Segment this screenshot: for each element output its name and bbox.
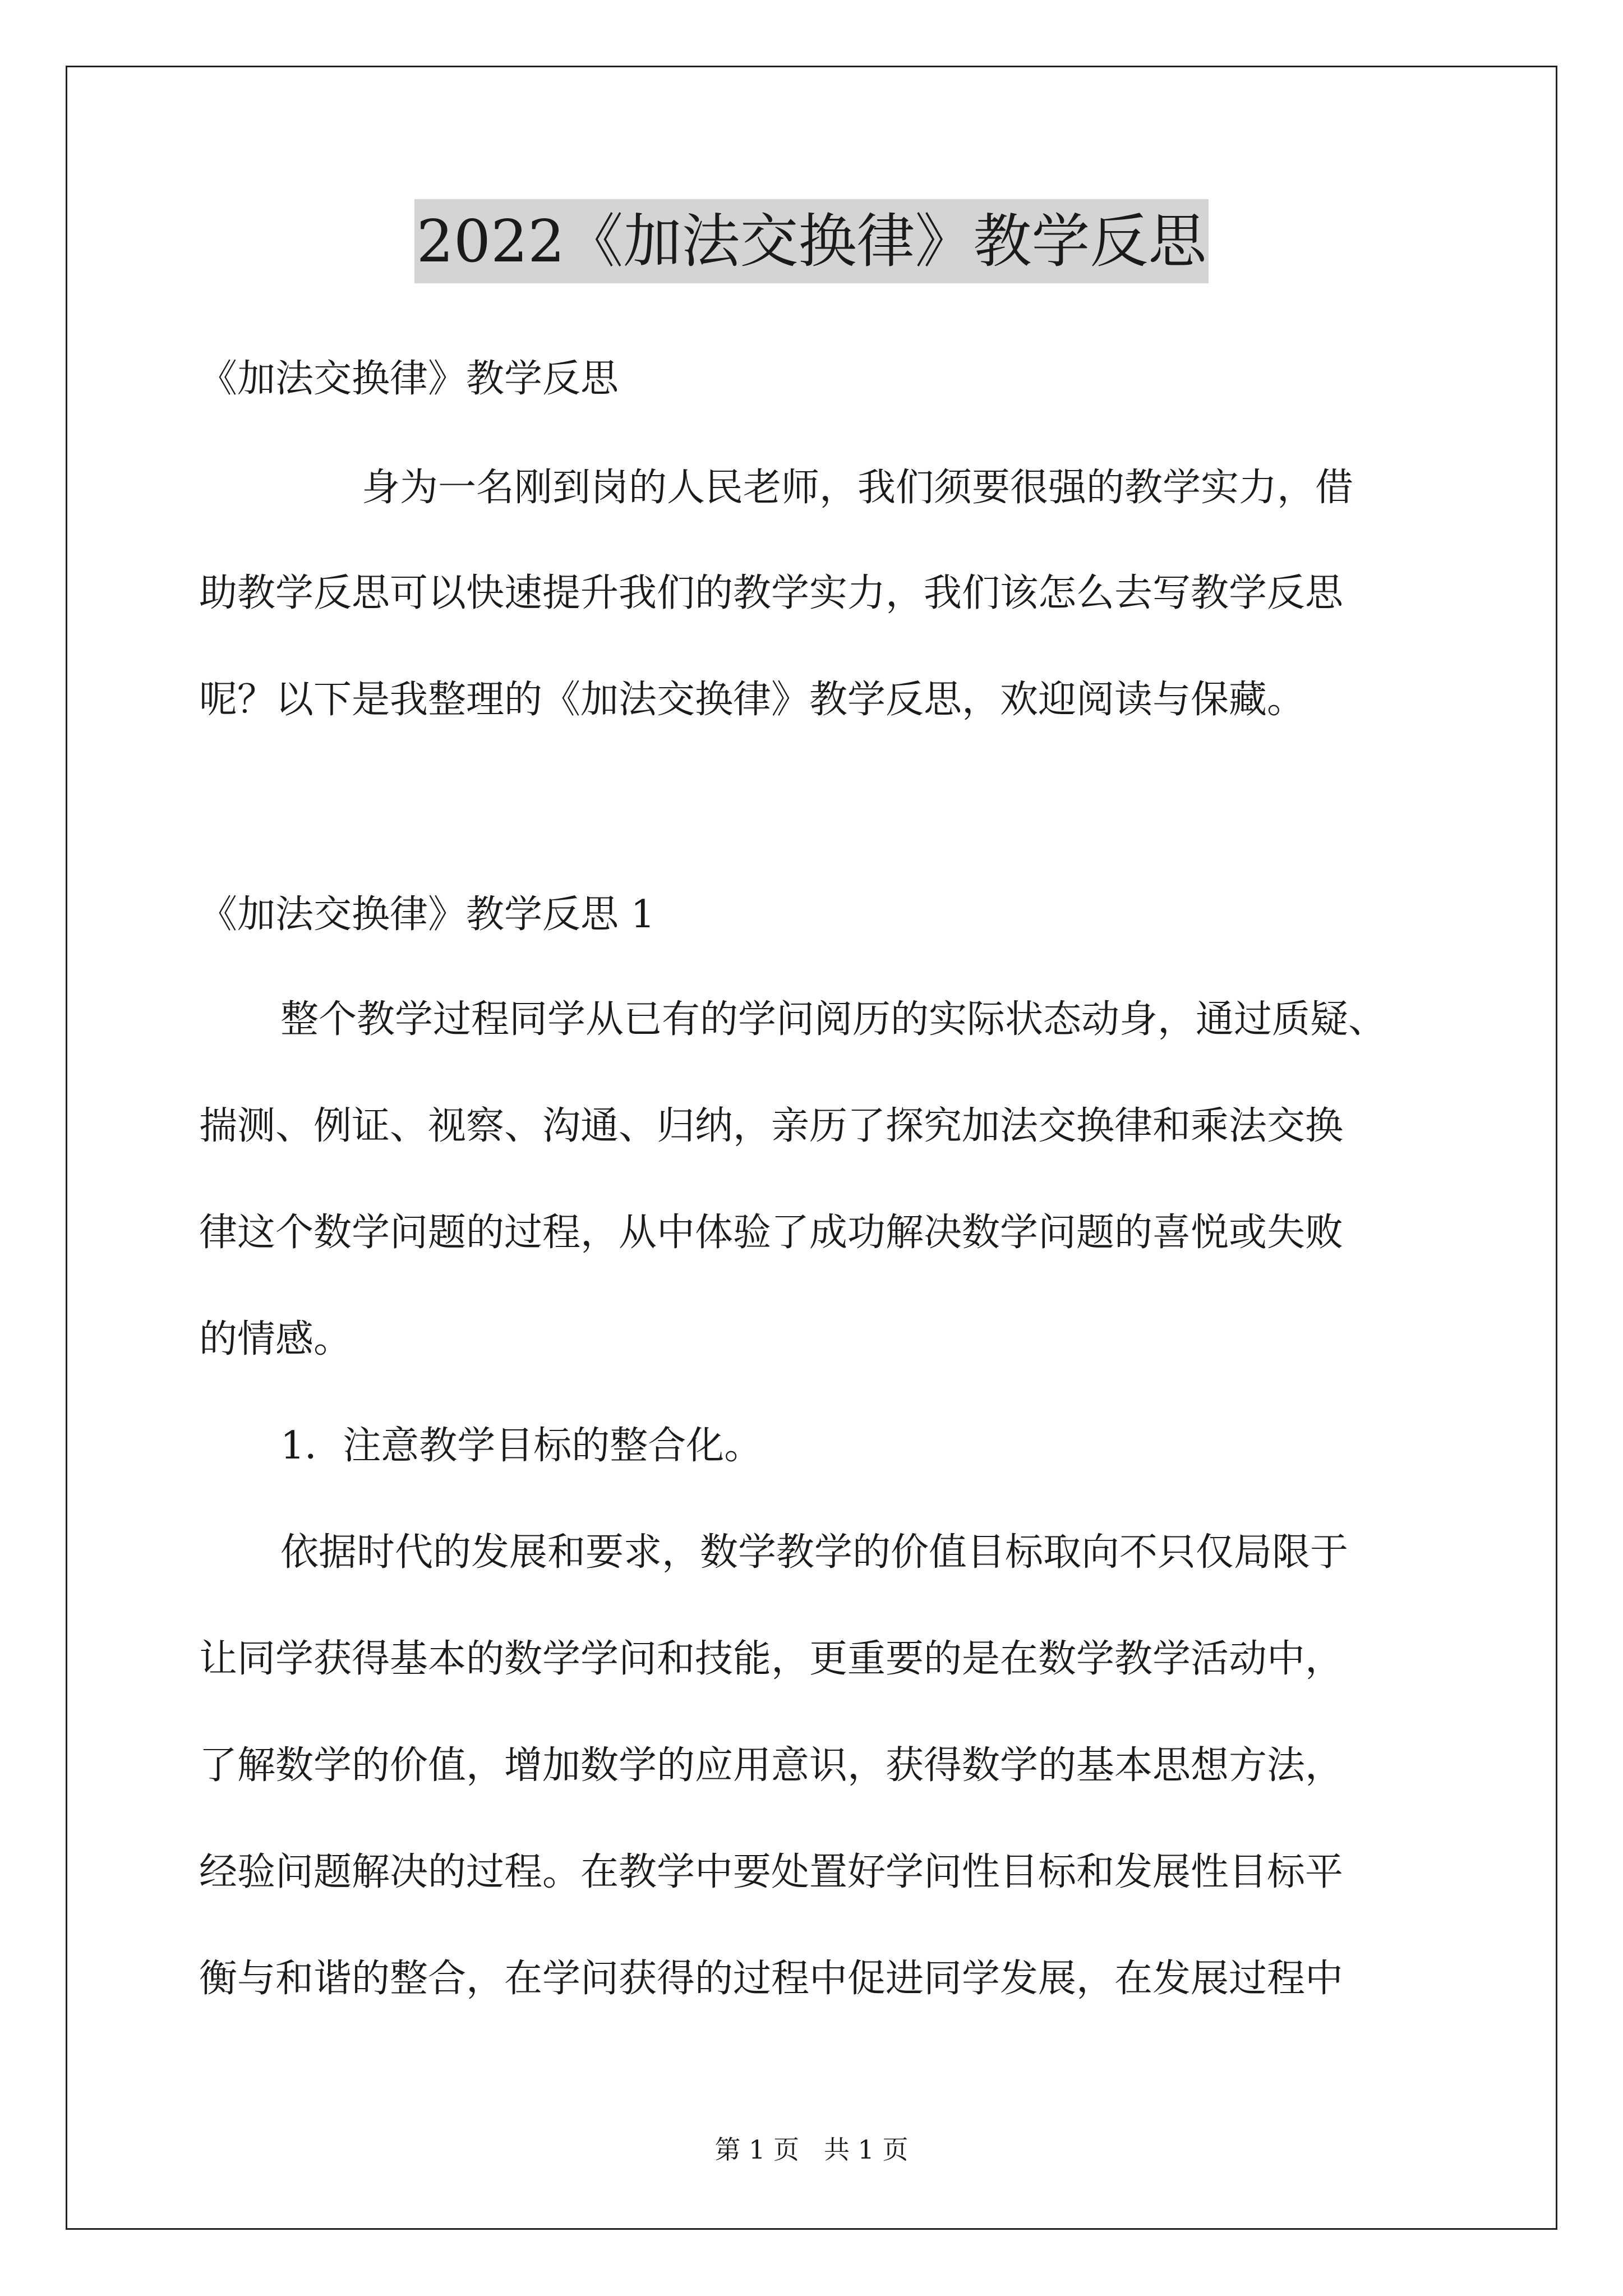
paragraph-line: 呢？以下是我整理的《加法交换律》教学反思，欢迎阅读与保藏。: [199, 678, 1306, 722]
paragraph-line: 律这个数学问题的过程，从中体验了成功解决数学问题的喜悦或失败: [199, 1211, 1344, 1255]
page-footer: [0, 2133, 1623, 2166]
paragraph-line: 助教学反思可以快速提升我们的教学实力，我们该怎么去写教学反思: [199, 571, 1344, 615]
paragraph-line: 整个教学过程同学从已有的学问阅历的实际状态动身，通过质疑、: [280, 997, 1387, 1042]
page-number: 第 1 页: [714, 2134, 800, 2165]
list-item-heading: 1．注意教学目标的整合化。: [280, 1424, 763, 1468]
paragraph-line: 经验问题解决的过程。在教学中要处置好学问性目标和发展性目标平: [199, 1850, 1344, 1894]
section-heading: 《加法交换律》教学反思 1: [199, 892, 655, 937]
paragraph-line: 身为一名刚到岗的人民老师，我们须要很强的教学实力，借: [362, 466, 1354, 510]
paragraph-line: 依据时代的发展和要求，数学教学的价值目标取向不只仅局限于: [280, 1530, 1349, 1575]
section-heading: 《加法交换律》教学反思: [199, 357, 619, 401]
paragraph-line: 了解数学的价值，增加数学的应用意识，获得数学的基本思想方法，: [199, 1743, 1344, 1788]
paragraph-line: 的情感。: [199, 1317, 352, 1361]
page-total: 共 1 页: [823, 2134, 909, 2165]
paragraph-line: 让同学获得基本的数学学问和技能，更重要的是在数学教学活动中，: [199, 1637, 1344, 1681]
paragraph-line: 揣测、例证、视察、沟通、归纳，亲历了探究加法交换律和乘法交换: [199, 1104, 1344, 1148]
document-title-text: 2022《加法交换律》教学反思: [414, 199, 1209, 283]
paragraph-line: 衡与和谐的整合，在学问获得的过程中促进同学发展，在发展过程中: [199, 1957, 1344, 2001]
document-title: [0, 199, 1623, 283]
